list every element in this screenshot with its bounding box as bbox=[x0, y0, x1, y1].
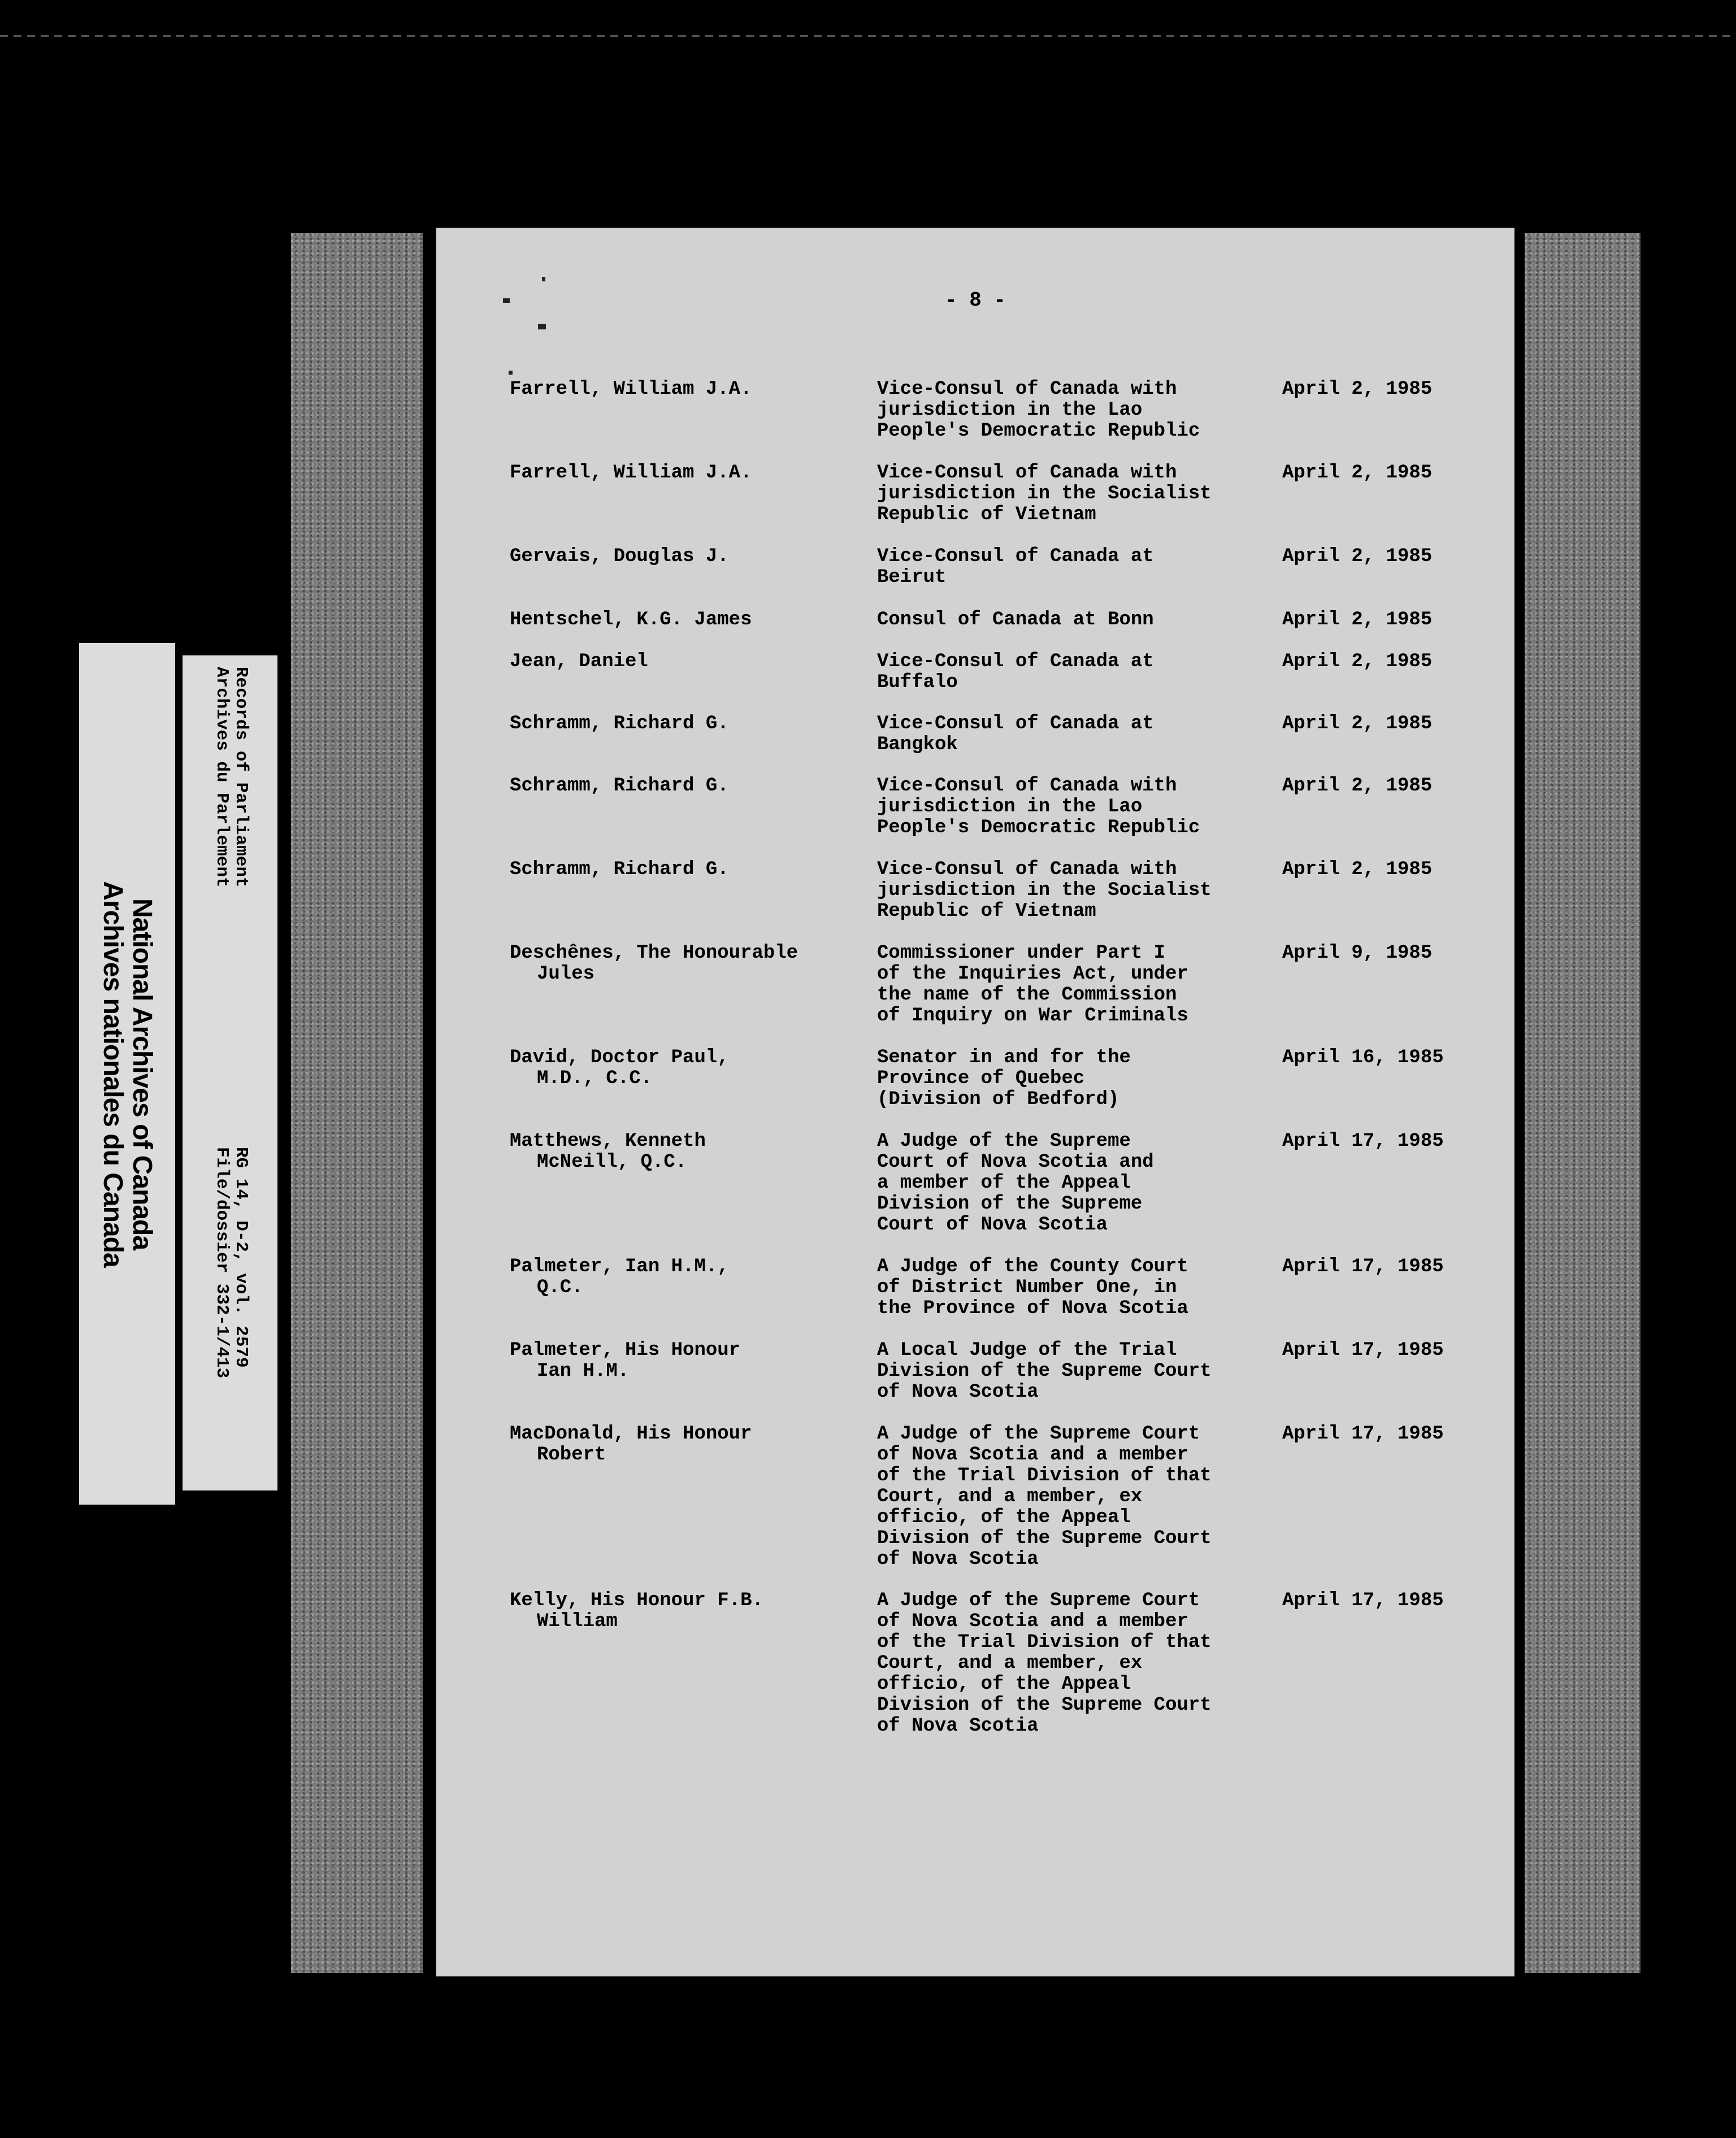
appointee-name bbox=[510, 943, 877, 1027]
appointee-name-line: Schramm, Richard G. bbox=[510, 859, 729, 880]
scan-speck bbox=[538, 324, 546, 329]
appointee-name bbox=[510, 463, 877, 525]
appointment-title bbox=[877, 859, 1282, 922]
appointee-name-line: Gervais, Douglas J. bbox=[510, 546, 729, 567]
left-margin-strip bbox=[291, 233, 423, 1973]
appointment-entry bbox=[510, 943, 1493, 1027]
appointment-title-line: of Nova Scotia bbox=[877, 1715, 1039, 1737]
appointee-name bbox=[510, 859, 877, 922]
appointment-entry bbox=[510, 1591, 1493, 1737]
page-number: - 8 - bbox=[944, 289, 1006, 312]
archive-label bbox=[79, 643, 175, 1505]
appointment-title-line: People's Democratic Republic bbox=[877, 420, 1200, 442]
appointee-name-line: MacDonald, His Honour bbox=[510, 1423, 752, 1445]
appointment-title bbox=[877, 546, 1282, 588]
appointment-title-line: People's Democratic Republic bbox=[877, 817, 1200, 838]
appointee-name-line: Ian H.M. bbox=[537, 1361, 630, 1382]
appointment-title bbox=[877, 943, 1282, 1027]
records-label-reference bbox=[212, 1147, 250, 1378]
records-label-french: Archives du Parlement bbox=[212, 667, 232, 888]
appointee-name-line: Hentschel, K.G. James bbox=[510, 609, 752, 631]
appointment-title-line: A Judge of the Supreme Court bbox=[877, 1423, 1200, 1445]
appointee-name-line: Matthews, Kenneth bbox=[510, 1131, 706, 1152]
appointment-title-line: of the Trial Division of that bbox=[877, 1465, 1212, 1487]
records-label-volume: RG 14, D-2, vol. 2579 bbox=[231, 1147, 251, 1368]
records-label-title bbox=[212, 667, 250, 888]
appointment-title bbox=[877, 1340, 1282, 1403]
appointment-title-line: officio, of the Appeal bbox=[877, 1674, 1131, 1695]
appointee-name bbox=[510, 651, 877, 693]
appointment-title-line: Consul of Canada at Bonn bbox=[877, 609, 1154, 631]
appointee-name bbox=[510, 1048, 877, 1110]
appointment-entry bbox=[510, 610, 1493, 631]
records-label-file: File/dossier 332-1/413 bbox=[212, 1147, 232, 1379]
appointment-date: April 2, 1985 bbox=[1282, 609, 1433, 631]
appointee-name bbox=[510, 1131, 877, 1236]
appointee-name-line: Jean, Daniel bbox=[510, 651, 648, 672]
appointment-title-line: jurisdiction in the Lao bbox=[877, 796, 1143, 818]
archive-label-text bbox=[98, 881, 157, 1267]
appointment-title-line: Vice-Consul of Canada at bbox=[877, 651, 1154, 672]
appointment-title-line: Court of Nova Scotia bbox=[877, 1214, 1108, 1236]
appointment-entry bbox=[510, 651, 1493, 693]
appointment-title-line: A Judge of the Supreme Court bbox=[877, 1590, 1200, 1611]
appointment-title bbox=[877, 776, 1282, 838]
appointee-name bbox=[510, 1424, 877, 1570]
appointment-title-line: Republic of Vietnam bbox=[877, 901, 1096, 922]
appointment-date: April 17, 1985 bbox=[1282, 1340, 1444, 1361]
records-label bbox=[183, 655, 277, 1490]
appointment-title-line: A Judge of the Supreme bbox=[877, 1131, 1131, 1152]
appointment-title-line: Vice-Consul of Canada with bbox=[877, 859, 1177, 880]
top-rule bbox=[0, 35, 1736, 37]
appointee-name-line: Q.C. bbox=[537, 1277, 583, 1298]
appointment-title-line: Commissioner under Part I bbox=[877, 942, 1166, 964]
appointment-date: April 17, 1985 bbox=[1282, 1423, 1444, 1445]
appointment-title bbox=[877, 714, 1282, 755]
appointment-entry bbox=[510, 714, 1493, 755]
appointment-title-line: Vice-Consul of Canada with bbox=[877, 379, 1177, 400]
appointment-title-line: Court, and a member, ex bbox=[877, 1653, 1143, 1674]
appointment-title-line: of Nova Scotia and a member bbox=[877, 1611, 1188, 1632]
archive-label-french: Archives nationales du Canada bbox=[98, 880, 128, 1267]
appointment-title-line: Province of Quebec bbox=[877, 1068, 1085, 1089]
right-margin-strip bbox=[1525, 233, 1640, 1973]
appointment-date: April 16, 1985 bbox=[1282, 1047, 1444, 1068]
appointment-date: April 17, 1985 bbox=[1282, 1590, 1444, 1611]
appointment-date: April 2, 1985 bbox=[1282, 651, 1433, 672]
appointment-title-line: of Inquiry on War Criminals bbox=[877, 1005, 1188, 1027]
document-page bbox=[436, 228, 1514, 1976]
appointment-title-line: a member of the Appeal bbox=[877, 1172, 1131, 1194]
appointee-name-line: Farrell, William J.A. bbox=[510, 462, 752, 484]
appointment-title-line: Republic of Vietnam bbox=[877, 504, 1096, 525]
appointment-date: April 2, 1985 bbox=[1282, 546, 1433, 567]
appointment-title-line: Division of the Supreme Court bbox=[877, 1528, 1212, 1549]
appointment-title-line: Court, and a member, ex bbox=[877, 1486, 1143, 1507]
appointment-title-line: jurisdiction in the Socialist bbox=[877, 880, 1212, 901]
appointment-title-line: of the Inquiries Act, under bbox=[877, 963, 1188, 985]
appointment-entry bbox=[510, 776, 1493, 838]
appointment-title-line: Bangkok bbox=[877, 734, 958, 755]
appointment-entry bbox=[510, 379, 1493, 442]
appointee-name-line: David, Doctor Paul, bbox=[510, 1047, 729, 1068]
appointee-name-line: Deschênes, The Honourable bbox=[510, 942, 798, 964]
appointee-name-line: Robert bbox=[537, 1444, 606, 1466]
appointment-title-line: Vice-Consul of Canada with bbox=[877, 462, 1177, 484]
appointment-date: April 9, 1985 bbox=[1282, 942, 1433, 964]
appointee-name bbox=[510, 1257, 877, 1319]
appointment-entry bbox=[510, 463, 1493, 525]
appointment-entry bbox=[510, 1257, 1493, 1319]
appointee-name-line: William bbox=[537, 1611, 618, 1632]
scan-speck bbox=[509, 371, 513, 375]
appointee-name-line: Kelly, His Honour F.B. bbox=[510, 1590, 763, 1611]
appointment-date: April 17, 1985 bbox=[1282, 1256, 1444, 1277]
appointment-title-line: of Nova Scotia bbox=[877, 1381, 1039, 1403]
appointment-title bbox=[877, 1424, 1282, 1570]
appointment-title bbox=[877, 1048, 1282, 1110]
appointee-name-line: Schramm, Richard G. bbox=[510, 775, 729, 797]
appointment-title-line: jurisdiction in the Lao bbox=[877, 399, 1143, 421]
appointment-title-line: Vice-Consul of Canada at bbox=[877, 546, 1154, 567]
appointment-entry bbox=[510, 1340, 1493, 1403]
appointee-name bbox=[510, 1591, 877, 1737]
appointment-title-line: Court of Nova Scotia and bbox=[877, 1151, 1154, 1173]
appointment-title-line: the Province of Nova Scotia bbox=[877, 1298, 1188, 1319]
appointee-name bbox=[510, 776, 877, 838]
appointment-title-line: A Local Judge of the Trial bbox=[877, 1340, 1177, 1361]
appointment-title bbox=[877, 651, 1282, 693]
appointment-entry bbox=[510, 546, 1493, 588]
appointee-name bbox=[510, 1340, 877, 1403]
appointment-title-line: Beirut bbox=[877, 567, 947, 588]
appointment-title-line: Vice-Consul of Canada with bbox=[877, 775, 1177, 797]
appointment-title-line: jurisdiction in the Socialist bbox=[877, 483, 1212, 505]
appointee-name-line: Jules bbox=[537, 963, 595, 985]
appointment-date: April 2, 1985 bbox=[1282, 859, 1433, 880]
appointee-name-line: Farrell, William J.A. bbox=[510, 379, 752, 400]
appointment-title-line: Division of the Supreme Court bbox=[877, 1361, 1212, 1382]
scan-speck bbox=[542, 277, 545, 281]
appointment-date: April 2, 1985 bbox=[1282, 713, 1433, 735]
appointment-title bbox=[877, 1591, 1282, 1737]
appointment-title-line: Senator in and for the bbox=[877, 1047, 1131, 1068]
appointment-entry bbox=[510, 1424, 1493, 1570]
appointment-entry bbox=[510, 1131, 1493, 1236]
appointee-name-line: M.D., C.C. bbox=[537, 1068, 653, 1089]
appointee-name-line: McNeill, Q.C. bbox=[537, 1151, 687, 1173]
archive-label-english: National Archives of Canada bbox=[127, 898, 157, 1250]
appointment-date: April 2, 1985 bbox=[1282, 775, 1433, 797]
appointment-title-line: the name of the Commission bbox=[877, 984, 1177, 1006]
appointment-title-line: Buffalo bbox=[877, 672, 958, 693]
appointment-title-line: of District Number One, in bbox=[877, 1277, 1177, 1298]
appointee-name bbox=[510, 714, 877, 755]
appointment-title-line: of Nova Scotia and a member bbox=[877, 1444, 1188, 1466]
appointment-title-line: of Nova Scotia bbox=[877, 1549, 1039, 1570]
appointment-title bbox=[877, 463, 1282, 525]
appointment-title bbox=[877, 1257, 1282, 1319]
appointment-title-line: of the Trial Division of that bbox=[877, 1632, 1212, 1653]
records-label-english: Records of Parliament bbox=[231, 667, 251, 888]
appointee-name-line: Schramm, Richard G. bbox=[510, 713, 729, 735]
appointee-name bbox=[510, 546, 877, 588]
appointment-date: April 2, 1985 bbox=[1282, 462, 1433, 484]
appointment-title-line: officio, of the Appeal bbox=[877, 1507, 1131, 1528]
appointment-title bbox=[877, 610, 1282, 631]
appointment-title-line: Division of the Supreme bbox=[877, 1193, 1143, 1215]
appointment-date: April 2, 1985 bbox=[1282, 379, 1433, 400]
appointment-date: April 17, 1985 bbox=[1282, 1131, 1444, 1152]
appointment-entry bbox=[510, 1048, 1493, 1110]
appointee-name-line: Palmeter, Ian H.M., bbox=[510, 1256, 729, 1277]
appointee-name-line: Palmeter, His Honour bbox=[510, 1340, 741, 1361]
appointee-name bbox=[510, 610, 877, 631]
appointee-name bbox=[510, 379, 877, 442]
appointment-title-line: Vice-Consul of Canada at bbox=[877, 713, 1154, 735]
appointment-title bbox=[877, 1131, 1282, 1236]
appointment-title-line: Division of the Supreme Court bbox=[877, 1694, 1212, 1716]
appointment-title-line: A Judge of the County Court bbox=[877, 1256, 1188, 1277]
appointment-title-line: (Division of Bedford) bbox=[877, 1089, 1119, 1110]
appointment-title bbox=[877, 379, 1282, 442]
appointment-entry bbox=[510, 859, 1493, 922]
